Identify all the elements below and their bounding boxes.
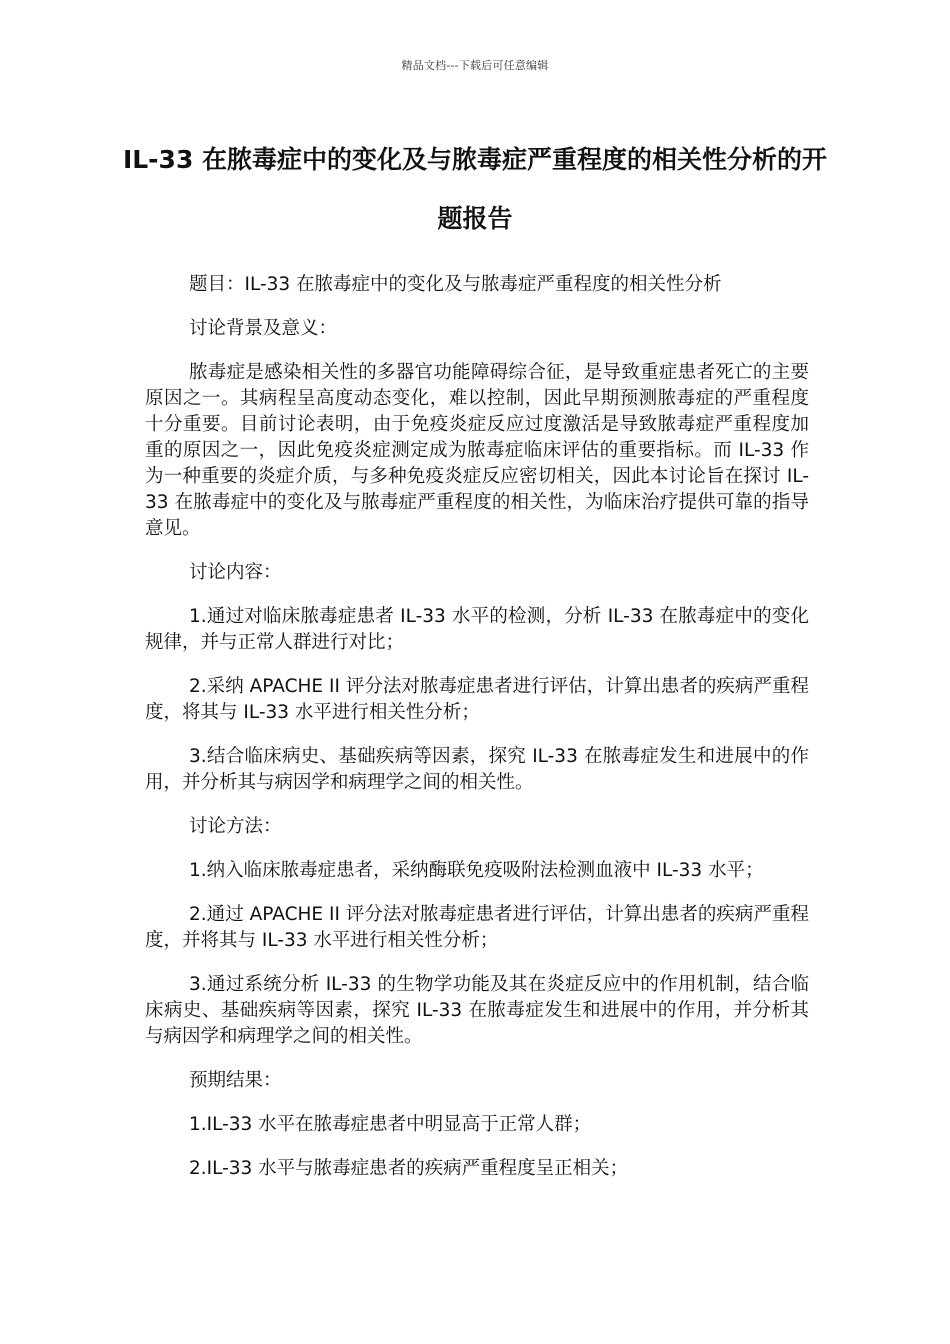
topic-line: 题目：IL-33 在脓毒症中的变化及与脓毒症严重程度的相关性分析 bbox=[189, 274, 722, 295]
section-heading-methods: 讨论方法： bbox=[189, 816, 282, 837]
background-paragraph: 脓毒症是感染相关性的多器官功能障碍综合征，是导致重症患者死亡的主要原因之一。其病程呈高度动态变化，难以控制，因此早期预测脓毒症的严重程度十分重要。目前讨论表明，由于免疫炎症反应过度激活是导致脓毒症严重程度加重的原因之一，因此免疫炎症测定成为脓毒症临床评估的重要指标。而 IL-33 作为一种重要的炎症介质，与多种免疫炎症反应密切相关，因此本讨论旨在探讨 IL-33 在脓毒症中的变化及与脓毒症严重程度的相关性，为临床治疗提供可靠的指导意见。 bbox=[145, 362, 809, 539]
content-item-1: 1.通过对临床脓毒症患者 IL-33 水平的检测，分析 IL-33 在脓毒症中的变化规律，并与正常人群进行对比； bbox=[145, 606, 809, 653]
method-item-3: 3.通过系统分析 IL-33 的生物学功能及其在炎症反应中的作用机制，结合临床病史、基础疾病等因素，探究 IL-33 在脓毒症发生和进展中的作用，并分析其与病因学和病理学之间的相关性。 bbox=[145, 974, 809, 1047]
section-heading-expected-results: 预期结果： bbox=[189, 1070, 282, 1091]
content-item-3: 3.结合临床病史、基础疾病等因素，探究 IL-33 在脓毒症发生和进展中的作用，并分析其与病因学和病理学之间的相关性。 bbox=[145, 746, 809, 793]
document-title: IL-33 在脓毒症中的变化及与脓毒症严重程度的相关性分析的开题报告 bbox=[122, 145, 828, 233]
result-item-2: 2.IL-33 水平与脓毒症患者的疾病严重程度呈正相关； bbox=[189, 1158, 629, 1179]
section-heading-background: 讨论背景及意义： bbox=[189, 318, 338, 339]
method-item-2: 2.通过 APACHE II 评分法对脓毒症患者进行评估，计算出患者的疾病严重程度，并将其与 IL-33 水平进行相关性分析； bbox=[145, 904, 809, 951]
header-note: 精品文档---下载后可任意编辑 bbox=[401, 59, 549, 72]
result-item-1: 1.IL-33 水平在脓毒症患者中明显高于正常人群； bbox=[189, 1114, 592, 1135]
section-heading-content: 讨论内容： bbox=[189, 562, 282, 583]
method-item-1: 1.纳入临床脓毒症患者，采纳酶联免疫吸附法检测血液中 IL-33 水平； bbox=[189, 860, 764, 881]
content-item-2: 2.采纳 APACHE II 评分法对脓毒症患者进行评估，计算出患者的疾病严重程度，将其与 IL-33 水平进行相关性分析； bbox=[145, 676, 809, 723]
document-body bbox=[145, 272, 809, 1200]
